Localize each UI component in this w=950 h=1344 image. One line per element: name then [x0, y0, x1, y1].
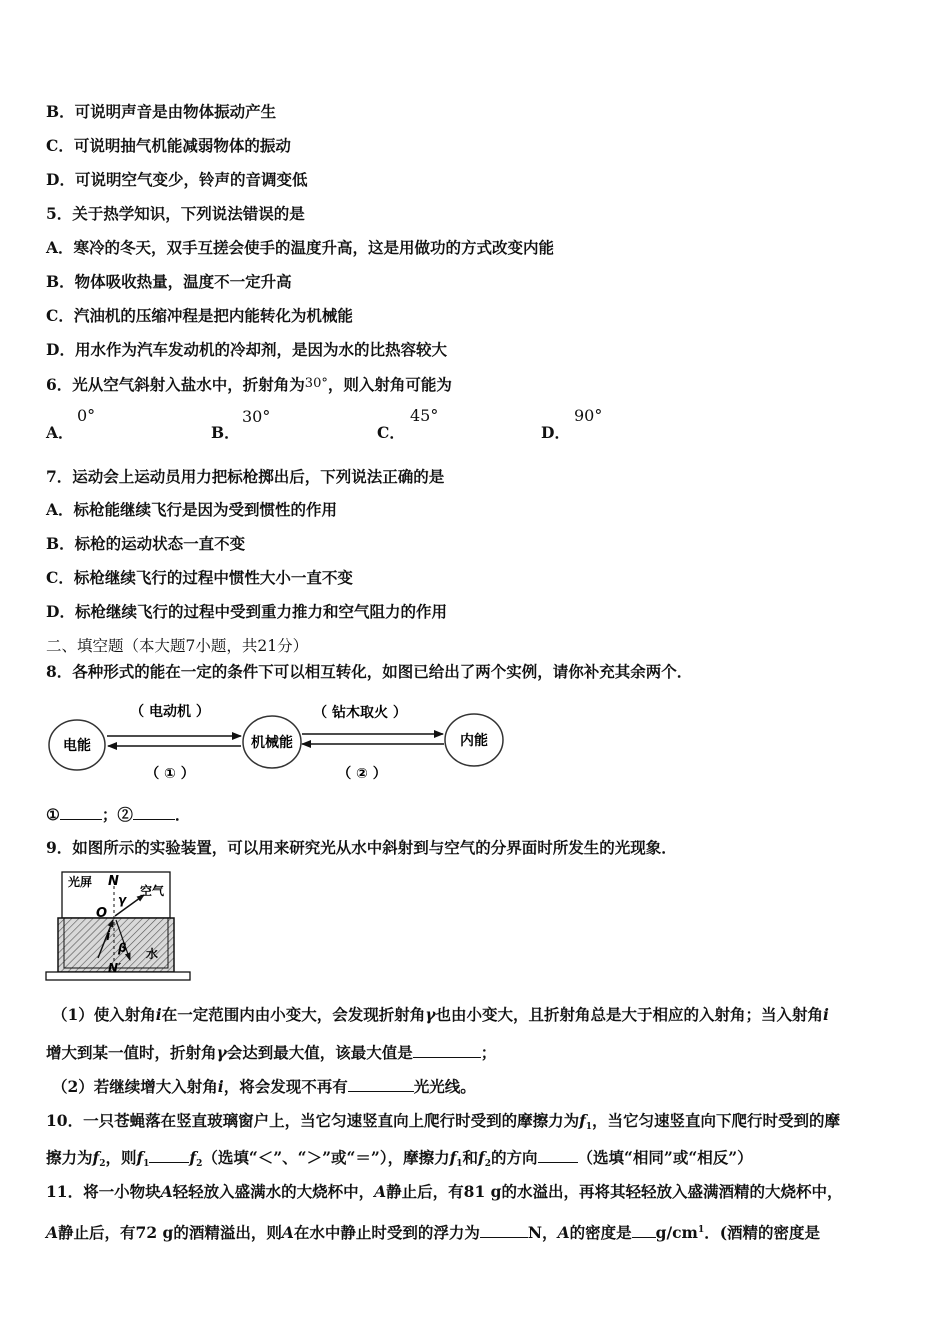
q10-var-f: f: [579, 1111, 586, 1130]
q11-l2-text-d: 的密度是: [569, 1223, 632, 1242]
q8-answer-1-label: ①: [46, 805, 60, 824]
q9-blank-light[interactable]: [348, 1077, 414, 1092]
q9-p1l2-text-b: 会达到最大值，该最大值是: [226, 1043, 413, 1062]
q9-p1-text-b: 在一定范围内由小变大，会发现折射角: [161, 1005, 426, 1024]
q10-var-f1b: f: [136, 1148, 144, 1167]
q10-sub-2b: 2: [196, 1159, 203, 1169]
q9-p2-text-a: （2）若继续增大入射角: [52, 1077, 218, 1096]
q11-l1-text-b: 轻轻放入盛满水的大烧杯中，: [172, 1182, 375, 1201]
refraction-apparatus-diagram: [44, 868, 194, 984]
q8-stem: 8．各种形式的能在一定的条件下可以相互转化，如图已给出了两个实例，请你补充其余两个．: [46, 662, 693, 681]
q11-l2-text-c: N，: [527, 1223, 558, 1242]
q9-p1-var-i: i: [155, 1005, 162, 1024]
q9-p1l2-var-gamma: γ: [216, 1043, 227, 1062]
q8-answer-end: ．: [174, 805, 191, 824]
q6-stem-pre: 6．光从空气斜射入盐水中，折射角为: [46, 375, 305, 394]
q10-l2-text-b: ，则: [105, 1148, 137, 1167]
node-electric-energy-label: 电能: [63, 738, 91, 754]
q6-stem-angle: 30°: [304, 376, 328, 391]
node-internal-energy-label: 内能: [460, 733, 488, 749]
label-n-top: N: [108, 874, 119, 889]
label-air: 空气: [140, 884, 165, 898]
q5-option-a: A．寒冷的冬天，双手互搓会使手的温度升高，这是用做功的方式改变内能: [46, 238, 555, 257]
q10-sub-1c: 1: [456, 1159, 463, 1169]
label-water: 水: [146, 947, 159, 961]
q7-option-a: A．标枪能继续飞行是因为受到惯性的作用: [46, 500, 338, 519]
q10-blank-direction[interactable]: [538, 1148, 578, 1163]
q10-sub-2a: 2: [99, 1159, 106, 1169]
q9-p1-var-gamma: γ: [425, 1005, 436, 1024]
q5-option-d: D．用水作为汽车发动机的冷却剂，是因为水的比热容较大: [46, 340, 447, 359]
q10-line2: [46, 1148, 753, 1174]
q9-part1-line1: [52, 1005, 829, 1025]
q11-l2-text-f: ．(酒精的密度是: [704, 1223, 821, 1242]
q10-l2-text-d: 的方向: [490, 1148, 538, 1167]
q11-l2-text-e: g/cm: [655, 1223, 698, 1242]
q6-stem-post: ，则入射角可能为: [327, 375, 452, 394]
energy-conversion-diagram: [44, 690, 514, 790]
q4-option-b: B．可说明声音是由物体振动产生: [46, 102, 277, 121]
label-i: i: [106, 929, 111, 943]
section-heading: 二、填空题（本大题7小题，共21分）: [46, 637, 309, 655]
node-mechanical-energy-label: 机械能: [251, 735, 293, 751]
q6-stem: [46, 374, 452, 395]
q11-l2-text-b: 在水中静止时受到的浮力为: [293, 1223, 480, 1242]
q10-sub-1: 1: [585, 1122, 593, 1132]
q9-p1-var-i2: i: [822, 1005, 829, 1024]
label-blank-2: （ ② ）: [337, 766, 387, 782]
q10-blank-compare[interactable]: [149, 1148, 189, 1163]
label-beta: β: [118, 941, 127, 955]
q6-option-d-label: D．: [541, 423, 570, 442]
q6-option-b-label: B．: [211, 423, 240, 442]
q9-p2-text-b: ，将会发现不再有: [223, 1077, 348, 1096]
q5-stem: 5．关于热学知识，下列说法错误的是: [46, 204, 305, 223]
label-blank-1: （ ① ）: [145, 766, 195, 782]
q8-answer-line: [46, 805, 190, 825]
q7-option-b: B．标枪的运动状态一直不变: [46, 534, 246, 553]
label-drilling-fire: （ 钻木取火 ）: [313, 705, 407, 721]
q10-var-f2a: f: [92, 1148, 100, 1167]
q11-sup: 1: [697, 1225, 705, 1235]
q9-p1-text-a: （1）使入射角: [52, 1005, 156, 1024]
q6-option-a-label: A．: [46, 423, 74, 442]
q9-stem: 9．如图所示的实验装置，可以用来研究光从水中斜射到与空气的分界面时所发生的光现象．: [46, 838, 677, 857]
q11-var-a5: A: [557, 1223, 570, 1242]
q8-answer-2-label: ；②: [101, 805, 133, 824]
q10-sub-2c: 2: [484, 1159, 491, 1169]
q10-l1-text-a: 10．一只苍蝇落在竖直玻璃窗户上，当它匀速竖直向上爬行时受到的摩擦力为: [46, 1111, 580, 1130]
label-gamma: γ: [118, 893, 127, 907]
q6-option-b-value: 30°: [242, 407, 271, 426]
q10-l2-text-c: （选填“＜”、“＞”或“＝”），摩擦力: [202, 1148, 450, 1167]
q6-option-c-value: 45°: [410, 406, 439, 425]
q9-part2: [52, 1077, 476, 1097]
q5-option-b: B．物体吸收热量，温度不一定升高: [46, 272, 292, 291]
q11-l1-text-c: 静止后，有81 g的水溢出，再将其轻轻放入盛满酒精的大烧杯中，: [386, 1182, 843, 1201]
q10-and: 和: [462, 1148, 479, 1167]
q10-l2-text-a: 擦力为: [46, 1148, 93, 1167]
q8-blank-2[interactable]: [133, 805, 175, 820]
q10-var-f2b: f: [189, 1148, 197, 1167]
label-n-bottom: N′: [108, 961, 122, 975]
q9-p2-text-c: 光光线。: [413, 1077, 476, 1096]
q7-option-d: D．标枪继续飞行的过程中受到重力推力和空气阻力的作用: [46, 602, 447, 621]
q11-line1: [46, 1182, 842, 1202]
q4-option-c: C．可说明抽气机能减弱物体的振动: [46, 136, 291, 155]
q11-l1-text-a: 11．将一小物块: [46, 1182, 161, 1201]
q11-var-a3: A: [46, 1223, 59, 1242]
q7-stem: 7．运动会上运动员用力把标枪掷出后，下列说法正确的是: [46, 467, 445, 486]
q6-option-a-value: 0°: [77, 406, 96, 425]
label-screen: 光屏: [68, 875, 93, 889]
q5-option-c: C．汽油机的压缩冲程是把内能转化为机械能: [46, 306, 353, 325]
q10-l1-text-b: ，当它匀速竖直向下爬行时受到的摩: [592, 1111, 841, 1130]
q8-blank-1[interactable]: [60, 805, 102, 820]
q11-line2: [46, 1220, 820, 1243]
q11-blank-buoyancy[interactable]: [480, 1223, 528, 1238]
q11-blank-density[interactable]: [632, 1223, 656, 1238]
q9-p1l2-text-a: 增大到某一值时，折射角: [46, 1043, 217, 1062]
q10-var-f2c: f: [478, 1148, 485, 1167]
q9-p2-var-i: i: [217, 1077, 224, 1096]
label-o: O: [96, 906, 108, 921]
q6-option-d-value: 90°: [574, 406, 603, 425]
q10-line1: [46, 1111, 840, 1137]
q11-var-a1: A: [160, 1182, 173, 1201]
q9-blank-max-angle[interactable]: [413, 1043, 481, 1058]
q6-option-c-label: C．: [377, 423, 405, 442]
q11-l2-text-a: 静止后，有72 g的酒精溢出，则: [58, 1223, 282, 1242]
q10-sub-1b: 1: [143, 1159, 150, 1169]
q4-option-d: D．可说明空气变少，铃声的音调变低: [46, 170, 308, 189]
q9-part1-line2: [46, 1043, 496, 1063]
q10-var-f1c: f: [449, 1148, 457, 1167]
q10-l2-text-e: （选填“相同”或“相反”）: [577, 1148, 753, 1167]
q9-p1l2-text-c: ；: [480, 1043, 497, 1062]
q11-var-a4: A: [281, 1223, 294, 1242]
q11-var-a2: A: [374, 1182, 387, 1201]
label-motor: （ 电动机 ）: [130, 704, 210, 720]
q9-p1-text-c: 也由小变大，且折射角总是大于相应的入射角；当入射角: [435, 1005, 823, 1024]
q7-option-c: C．标枪继续飞行的过程中惯性大小一直不变: [46, 568, 353, 587]
